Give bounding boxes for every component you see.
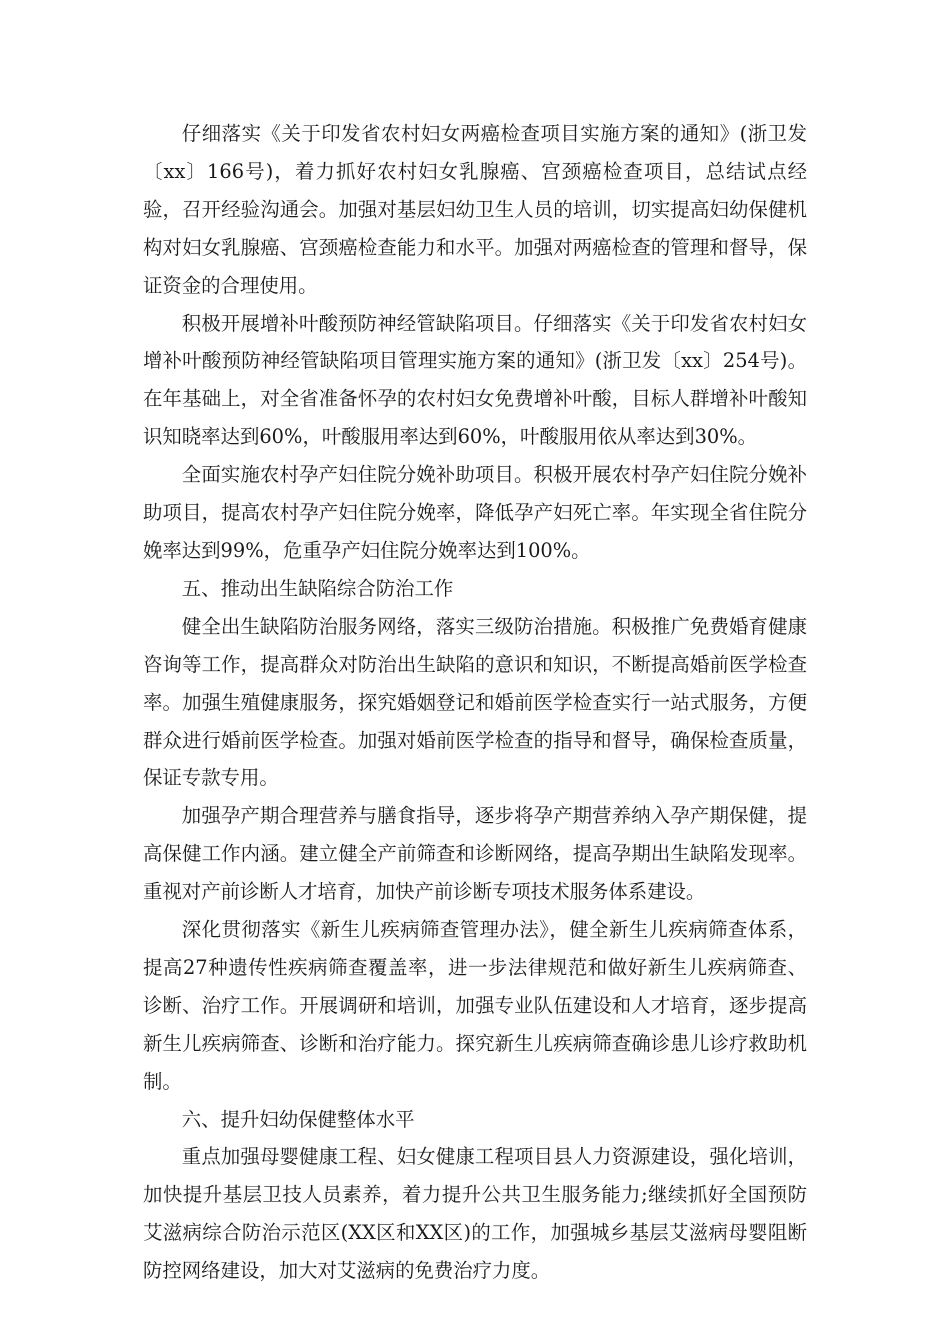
paragraph-hospital-delivery: 全面实施农村孕产妇住院分娩补助项目。积极开展农村孕产妇住院分娩补助项目，提高农村孕产妇住院分娩率，降低孕产妇死亡率。年实现全省住院分娩率达到99%，危重孕产妇住院分娩率达到100%。: [143, 463, 807, 562]
paragraph-birth-defect-network: 健全出生缺陷防治服务网络，落实三级防治措施。积极推广免费婚育健康咨询等工作，提高群众对防治出生缺陷的意识和知识，不断提高婚前医学检查率。加强生殖健康服务，探究婚姻登记和婚前医学检查实行一站式服务，方便群众进行婚前医学检查。加强对婚前医学检查的指导和督导，确保检查质量，保证专款专用。: [143, 614, 807, 790]
paragraph-folic-acid: 积极开展增补叶酸预防神经管缺陷项目。仔细落实《关于印发省农村妇女增补叶酸预防神经管缺陷项目管理实施方案的通知》(浙卫发〔xx〕254号)。在年基础上，对全省准备怀孕的农村妇女免费增补叶酸，目标人群增补叶酸知识知晓率达到60%，叶酸服用率达到60%，叶酸服用依从率达到30%。: [143, 311, 807, 449]
paragraph-maternal-infant-health: 重点加强母婴健康工程、妇女健康工程项目县人力资源建设，强化培训，加快提升基层卫技人员素养，着力提升公共卫生服务能力;继续抓好全国预防艾滋病综合防治示范区(XX区和XX区)的工作，加强城乡基层艾滋病母婴阻断防控网络建设，加大对艾滋病的免费治疗力度。: [143, 1145, 807, 1283]
section-heading-5: 五、推动出生缺陷综合防治工作: [181, 576, 454, 600]
paragraph-newborn-screening: 深化贯彻落实《新生儿疾病筛查管理办法》，健全新生儿疾病筛查体系，提高27种遗传性疾病筛查覆盖率，进一步法律规范和做好新生儿疾病筛查、诊断、治疗工作。开展调研和培训，加强专业队伍建设和人才培育，逐步提高新生儿疾病筛查、诊断和治疗能力。探究新生儿疾病筛查确诊患儿诊疗救助机制。: [143, 918, 807, 1093]
section-heading-6: 六、提升妇幼保健整体水平: [181, 1107, 415, 1131]
document-body: [143, 115, 807, 1290]
paragraph-two-cancer-screening: 仔细落实《关于印发省农村妇女两癌检查项目实施方案的通知》(浙卫发〔xx〕166号)，着力抓好农村妇女乳腺癌、宫颈癌检查项目，总结试点经验，召开经验沟通会。加强对基层妇幼卫生人员的培训，切实提高妇幼保健机构对妇女乳腺癌、宫颈癌检查能力和水平。加强对两癌检查的管理和督导，保证资金的合理使用。: [143, 122, 807, 297]
paragraph-prenatal-nutrition: 加强孕产期合理营养与膳食指导，逐步将孕产期营养纳入孕产期保健，提高保健工作内涵。建立健全产前筛查和诊断网络，提高孕期出生缺陷发现率。重视对产前诊断人才培育，加快产前诊断专项技术服务体系建设。: [143, 804, 807, 904]
